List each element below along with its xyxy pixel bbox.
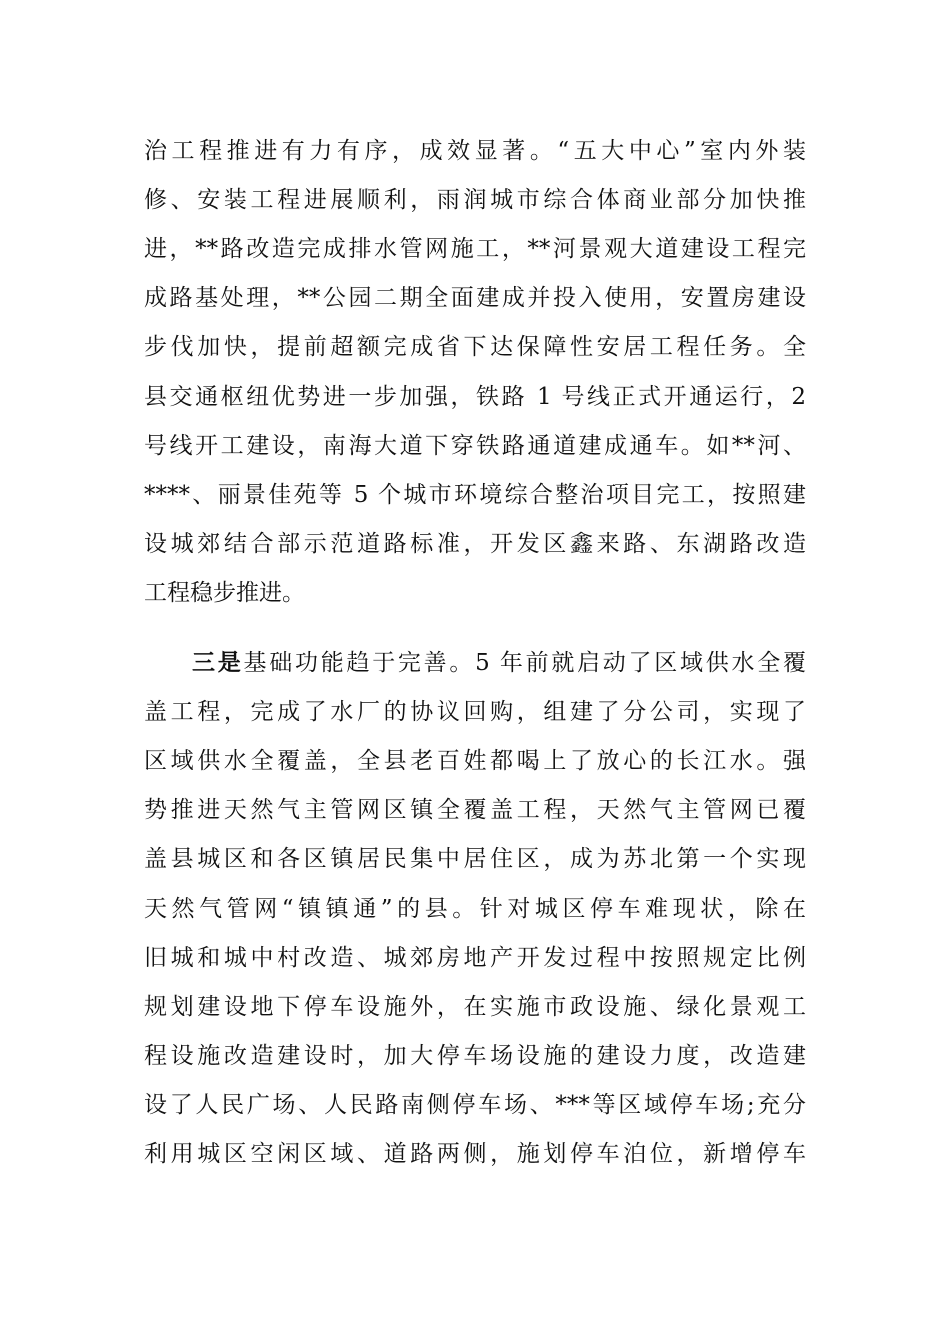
paragraph-1-line-6: 县交通枢纽优势进一步加强，铁路 1 号线正式开通运行，2 (144, 384, 806, 410)
paragraph-2-first-line-text: 基础功能趋于完善。5 年前就启动了区域供水全覆 (243, 650, 806, 676)
paragraph-1-line-2: 修、安装工程进展顺利，雨润城市综合体商业部分加快推 (144, 187, 806, 213)
paragraph-2-line-3: 区域供水全覆盖，全县老百姓都喝上了放心的长江水。强 (144, 748, 806, 774)
paragraph-2-line-8: 规划建设地下停车设施外，在实施市政设施、绿化景观工 (144, 994, 806, 1020)
paragraph-2-line-5: 盖县城区和各区镇居民集中居住区，成为苏北第一个实现 (144, 846, 806, 872)
paragraph-2-line-11: 利用城区空闲区域、道路两侧，施划停车泊位，新增停车 (144, 1141, 806, 1167)
paragraph-2-lead-bold: 三是 (192, 649, 244, 676)
paragraph-1-line-7: 号线开工建设，南海大道下穿铁路通道建成通车。如**河、 (144, 433, 806, 459)
paragraph-2-line-2: 盖工程，完成了水厂的协议回购，组建了分公司，实现了 (144, 699, 806, 725)
paragraph-2-line-4: 势推进天然气主管网区镇全覆盖工程，天然气主管网已覆 (144, 797, 806, 823)
paragraph-2-line-9: 程设施改造建设时，加大停车场设施的建设力度，改造建 (144, 1043, 806, 1069)
paragraph-1-line-1: 治工程推进有力有序，成效显著。“五大中心”室内外装 (144, 138, 806, 164)
paragraph-1-line-9: 设城郊结合部示范道路标准，开发区鑫来路、东湖路改造 (144, 531, 806, 557)
paragraph-2-line-1 (192, 643, 806, 683)
paragraph-1-line-8: ****、丽景佳苑等 5 个城市环境综合整治项目完工，按照建 (144, 482, 806, 508)
paragraph-1-line-3: 进，**路改造完成排水管网施工，**河景观大道建设工程完 (144, 236, 806, 262)
paragraph-2-line-10: 设了人民广场、人民路南侧停车场、***等区域停车场;充分 (144, 1092, 806, 1118)
paragraph-2-line-7: 旧城和城中村改造、城郊房地产开发过程中按照规定比例 (144, 945, 806, 971)
paragraph-1-line-4: 成路基处理，**公园二期全面建成并投入使用，安置房建设 (144, 285, 806, 311)
paragraph-1-line-10: 工程稳步推进。 (144, 580, 305, 606)
paragraph-1-line-5: 步伐加快，提前超额完成省下达保障性安居工程任务。全 (144, 334, 806, 360)
paragraph-2-line-6: 天然气管网“镇镇通”的县。针对城区停车难现状，除在 (144, 896, 806, 922)
